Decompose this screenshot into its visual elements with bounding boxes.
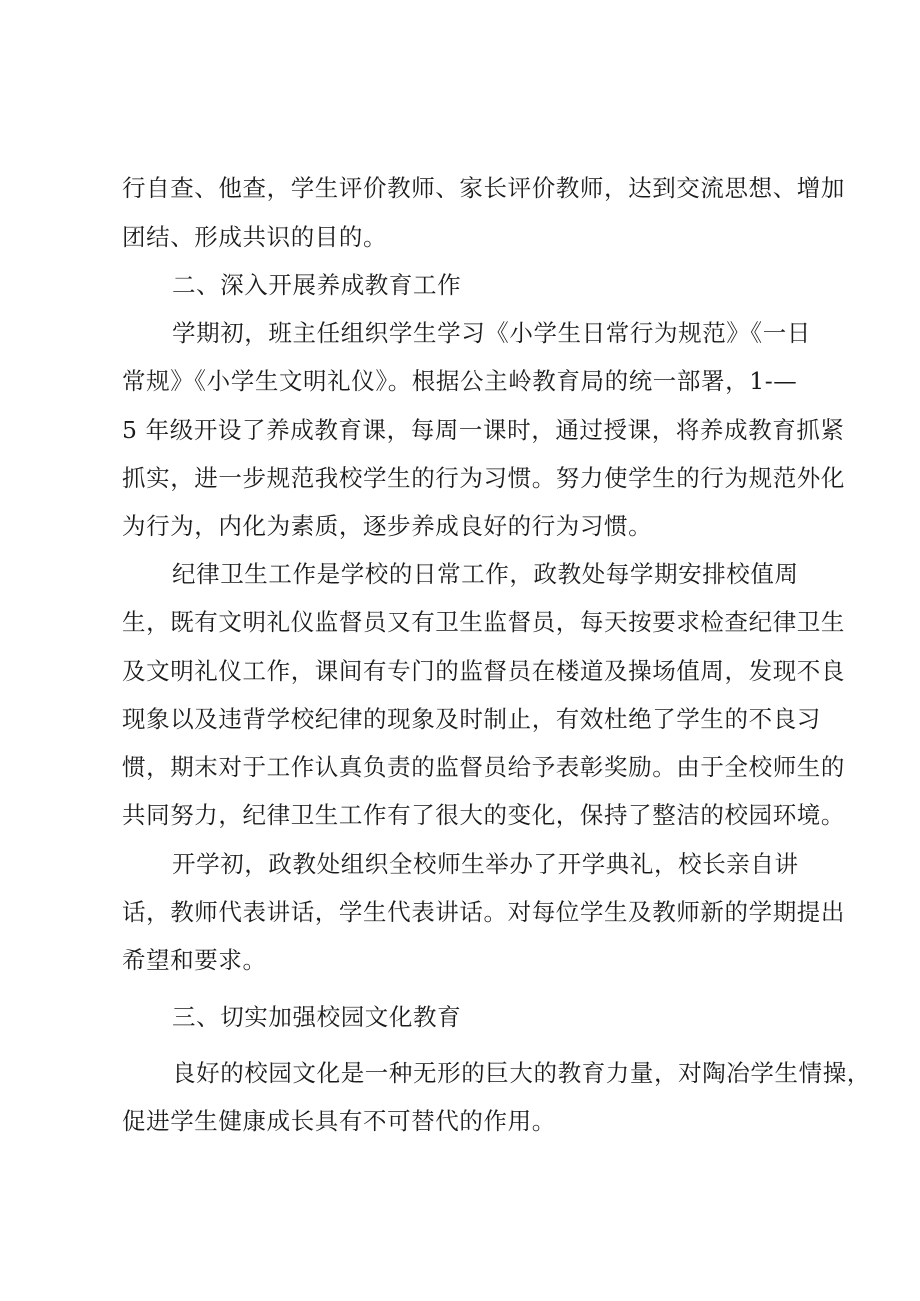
text-line: 纪律卫生工作是学校的日常工作，政教处每学期安排校值周 bbox=[172, 560, 799, 588]
text-line: 促进学生健康成长具有不可替代的作用。 bbox=[122, 1107, 556, 1135]
text-line: 为行为，内化为素质，逐步养成良好的行为习惯。 bbox=[122, 512, 653, 540]
text-line: 学期初，班主任组织学生学习《小学生日常行为规范》《一日 bbox=[172, 319, 811, 347]
text-line: 希望和要求。 bbox=[122, 946, 267, 974]
text-line: 良好的校园文化是一种无形的巨大的教育力量，对陶冶学生情操， bbox=[172, 1059, 871, 1087]
text-line: 常规》《小学生文明礼仪》。根据公主岭教育局的统一部署，1-— bbox=[122, 367, 798, 395]
text-line: 生，既有文明礼仪监督员又有卫生监督员，每天按要求检查纪律卫生 bbox=[122, 608, 845, 636]
section-heading: 二、深入开展养成教育工作 bbox=[172, 271, 462, 299]
text-line: 现象以及违背学校纪律的现象及时制止，有效杜绝了学生的不良习 bbox=[122, 705, 821, 733]
text-line: 团结、形成共识的目的。 bbox=[122, 223, 388, 251]
text-line: 开学初，政教处组织全校师生举办了开学典礼，校长亲自讲 bbox=[172, 850, 799, 878]
text-line: 共同努力，纪律卫生工作有了很大的变化，保持了整洁的校园环境。 bbox=[122, 801, 845, 829]
text-line: 话，教师代表讲话，学生代表讲话。对每位学生及教师新的学期提出 bbox=[122, 898, 845, 926]
text-line: 惯，期末对于工作认真负责的监督员给予表彰奖励。由于全校师生的 bbox=[122, 753, 845, 781]
text-line: 行自查、他查，学生评价教师、家长评价教师，达到交流思想、增加 bbox=[122, 174, 845, 202]
text-line: 抓实，进一步规范我校学生的行为习惯。努力使学生的行为规范外化 bbox=[122, 464, 845, 492]
text-line: 及文明礼仪工作，课间有专门的监督员在楼道及操场值周，发现不良 bbox=[122, 657, 845, 685]
text-line: 5 年级开设了养成教育课，每周一课时，通过授课，将养成教育抓紧 bbox=[122, 416, 845, 444]
section-heading: 三、切实加强校园文化教育 bbox=[172, 1003, 462, 1031]
